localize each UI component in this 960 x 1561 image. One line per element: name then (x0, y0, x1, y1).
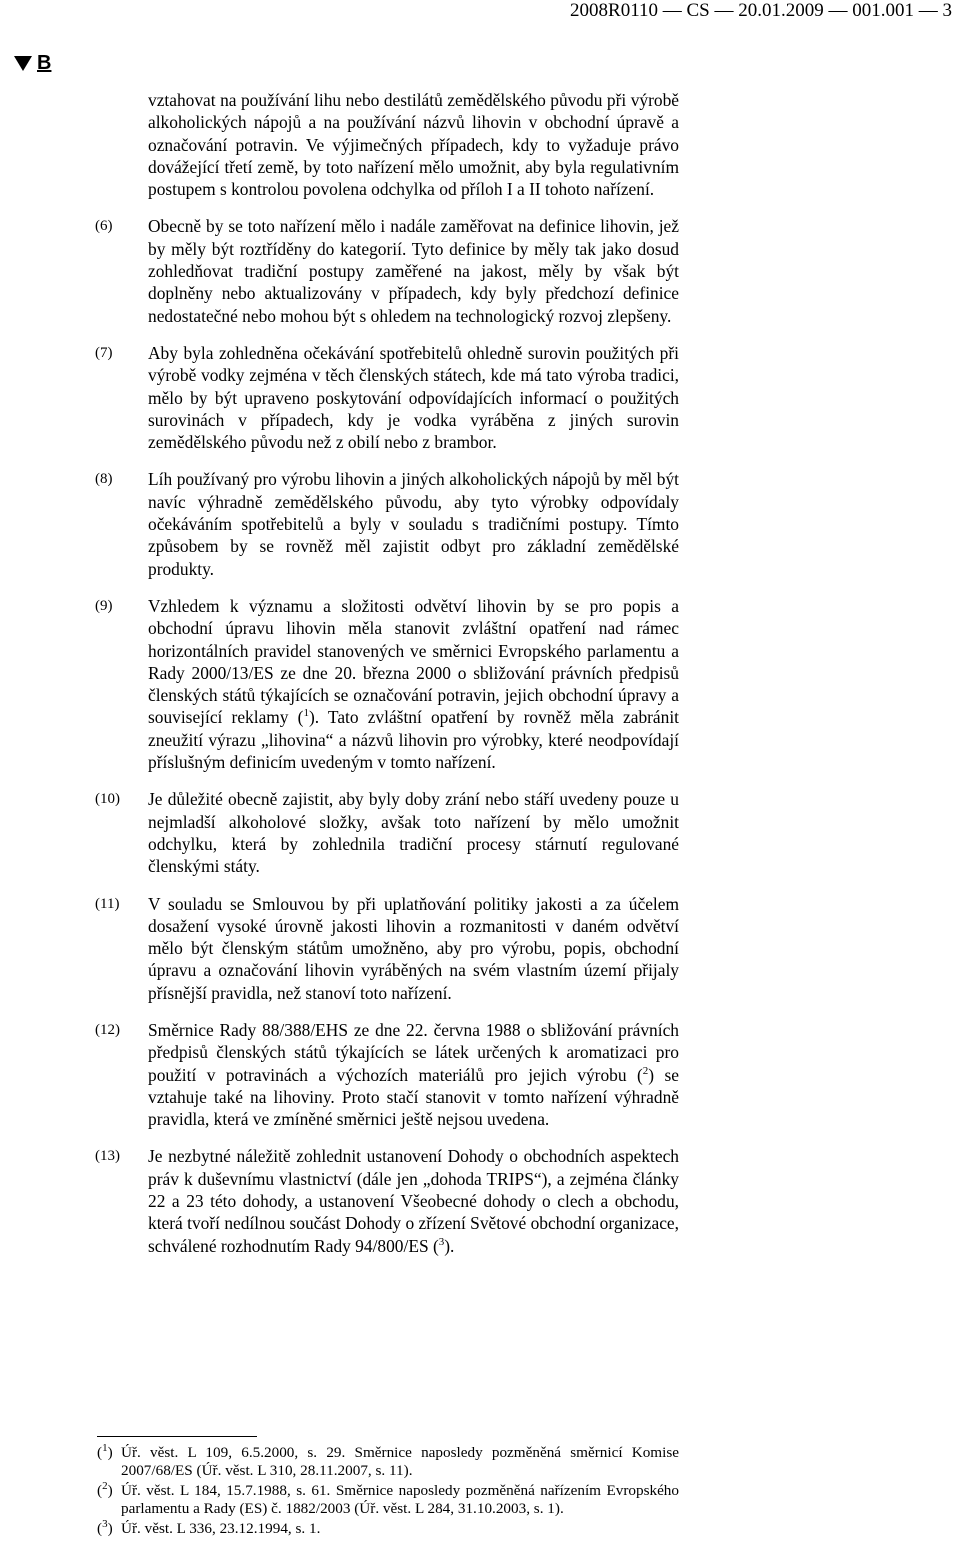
recital-number: (13) (95, 1148, 120, 1165)
recital-13 (0, 1145, 960, 1256)
recital-text: Líh používaný pro výrobu lihovin a jiných alkoholických nápojů by měl být navíc výhradně zemědělského původu, aby tyto výrobky odpovídaly očekáváním spotřebitelů a byly v souladu s tradičními postupy. Tímto způsobem by se rovněž měl zajistit odbyt pro základní zemědělské produkty. (148, 469, 679, 579)
triangle-down-icon (14, 56, 32, 71)
recital-8 (0, 468, 960, 579)
footnote-number: ($^3$) (97, 1517, 113, 1537)
recital-text (148, 1145, 679, 1256)
page-header-reference: 2008R0110 — CS — 20.01.2009 — 001.001 — 3 (570, 0, 952, 21)
recital-text-part: Je nezbytné náležitě zohlednit ustanovení Dohody o obchodních aspektech práv k duševnímu vlastnictví (dále jen „dohoda TRIPS“), a zejména články 22 a 23 této dohody, a ustanovení Všeobecné dohody o clech a obchodu, která tvoří nedílnou součást Dohody o zřízení Světové obchodní organizace, schválené rozhodnutím Rady 94/800/ES ( (148, 1146, 679, 1256)
footnote-1 (97, 1441, 679, 1480)
recital-number: (6) (95, 218, 113, 235)
recital-text: Obecně by se toto nařízení mělo i nadále zaměřovat na definice lihovin, jež by měly být roztříděny do kategorií. Tyto definice by měly tak jako dosud zohledňovat tradiční postupy zaměřené na jakost, měly by však být doplněny nebo aktualizovány v případech, kdy byly předchozí definice nedostatečné nebo mohou být s ohledem na technologický rozvoj zlepšeny. (148, 216, 679, 326)
recital-text (148, 1019, 679, 1130)
recital-number: (9) (95, 597, 113, 614)
footnote-text: Úř. věst. L 184, 15.7.1988, s. 61. Směrnice naposledy pozměněná nařízením Evropského parlamentu a Rady (ES) č. 1882/2003 (Úř. věst. L 284, 31.10.2003, s. 1). (121, 1482, 679, 1517)
recital-number: (8) (95, 471, 113, 488)
recital-text: V souladu se Smlouvou by při uplatňování politiky jakosti a za účelem dosažení vysoké úrovně jakosti lihovin a rozmanitosti v daném odvětví mělo být členským státům umožněno, aby pro výrobu, popis, obchodní úpravu a označování lihovin vyráběných na svém vlastním území přijaly přísnější pravidla, než stanoví toto nařízení. (148, 893, 679, 1003)
footnote-divider (97, 1436, 257, 1437)
footnote-ref[interactable]: 2 (642, 1064, 649, 1077)
amendment-marker (14, 52, 51, 75)
amendment-marker-label: B (37, 52, 52, 74)
recital-number: (12) (95, 1021, 120, 1038)
recital-number: (10) (95, 791, 120, 808)
document-body (0, 89, 960, 1272)
footnote-text: Úř. věst. L 109, 6.5.2000, s. 29. Směrnice naposledy pozměněná směrnicí Komise 2007/68/ES (Úř. věst. L 310, 28.11.2007, s. 11). (121, 1444, 679, 1479)
recital-12 (0, 1019, 960, 1130)
recital-text (148, 595, 679, 773)
recital-text: Je důležité obecně zajistit, aby byly doby zrání nebo stáří uvedeny pouze u nejmladší alkoholové složky, avšak toto nařízení by mělo umožnit odchylku, která by zohlednila tradiční procesy stárnutí regulované členskými státy. (148, 789, 679, 877)
recital-text-part: Směrnice Rady 88/388/EHS ze dne 22. června 1988 o sbližování právních předpisů členských států týkajících se látek určených k aromatizaci pro použití v potravinách a výchozích materiálů pro jejich výrobu ( (148, 1019, 679, 1085)
recital-7 (0, 342, 960, 453)
footnote-2 (97, 1479, 679, 1518)
recital-9 (0, 595, 960, 773)
recital-text-part: Vzhledem k významu a složitosti odvětví lihovin by se pro popis a obchodní úpravu lihovin měla stanovit zvláštní opatření nad rámec horizontálních pravidel stanovených ve směrnici Evropského parlamentu a Rady 2000/13/ES ze dne 20. března 2000 o sbližování právních předpisů členských států týkajících se označování potravin, jejich obchodní úpravy a související reklamy ( (148, 595, 679, 728)
footnote-number: ($^2$) (97, 1479, 113, 1499)
recital-number: (7) (95, 344, 113, 361)
recital-6 (0, 215, 960, 326)
recital-11 (0, 893, 960, 1004)
footnotes (97, 1441, 679, 1540)
footnote-ref[interactable]: 1 (303, 707, 309, 720)
recital-text-part: ) se vztahuje také na lihoviny. Proto stačí stanovit v tomto nařízení výhradně pravidla, která ve zmíněné směrnici ještě nejsou uvedena. (148, 1064, 679, 1130)
recital-10 (0, 788, 960, 877)
recital-text-part: ). (444, 1235, 455, 1256)
footnote-3 (97, 1517, 679, 1538)
continuation-paragraph: vztahovat na používání lihu nebo destilátů zemědělského původu při výrobě alkoholických nápojů a na používání názvů lihovin v obchodní úpravě a označování potravin. Ve výjimečných případech, kdy to vyžaduje právo dovážející třetí země, by toto nařízení mělo umožnit, aby byla regulativním postupem s kontrolou povolena odchylka od příloh I a II tohoto nařízení. (148, 90, 679, 200)
recital-text: Aby byla zohledněna očekávání spotřebitelů ohledně surovin použitých při výrobě vodky zejména v těch členských státech, kde má tato výroba tradici, mělo by být upraveno poskytování odpovídajících informací o použitých surovinách v případech, kdy je vodka vyráběna z jiných surovin zemědělského původu než z obilí nebo z brambor. (148, 342, 679, 453)
recital-text-part: ). Tato zvláštní opatření by rovněž měla zabránit zneužití výrazu „lihovina“ a názvů lihovin pro výrobky, které neodpovídají příslušným definicím uvedeným v tomto nařízení. (148, 707, 680, 773)
footnote-ref[interactable]: 3 (438, 1235, 445, 1248)
footnote-number: ($^1$) (97, 1441, 113, 1461)
recital-number: (11) (95, 895, 120, 912)
footnote-text: Úř. věst. L 336, 23.12.1994, s. 1. (121, 1520, 321, 1537)
